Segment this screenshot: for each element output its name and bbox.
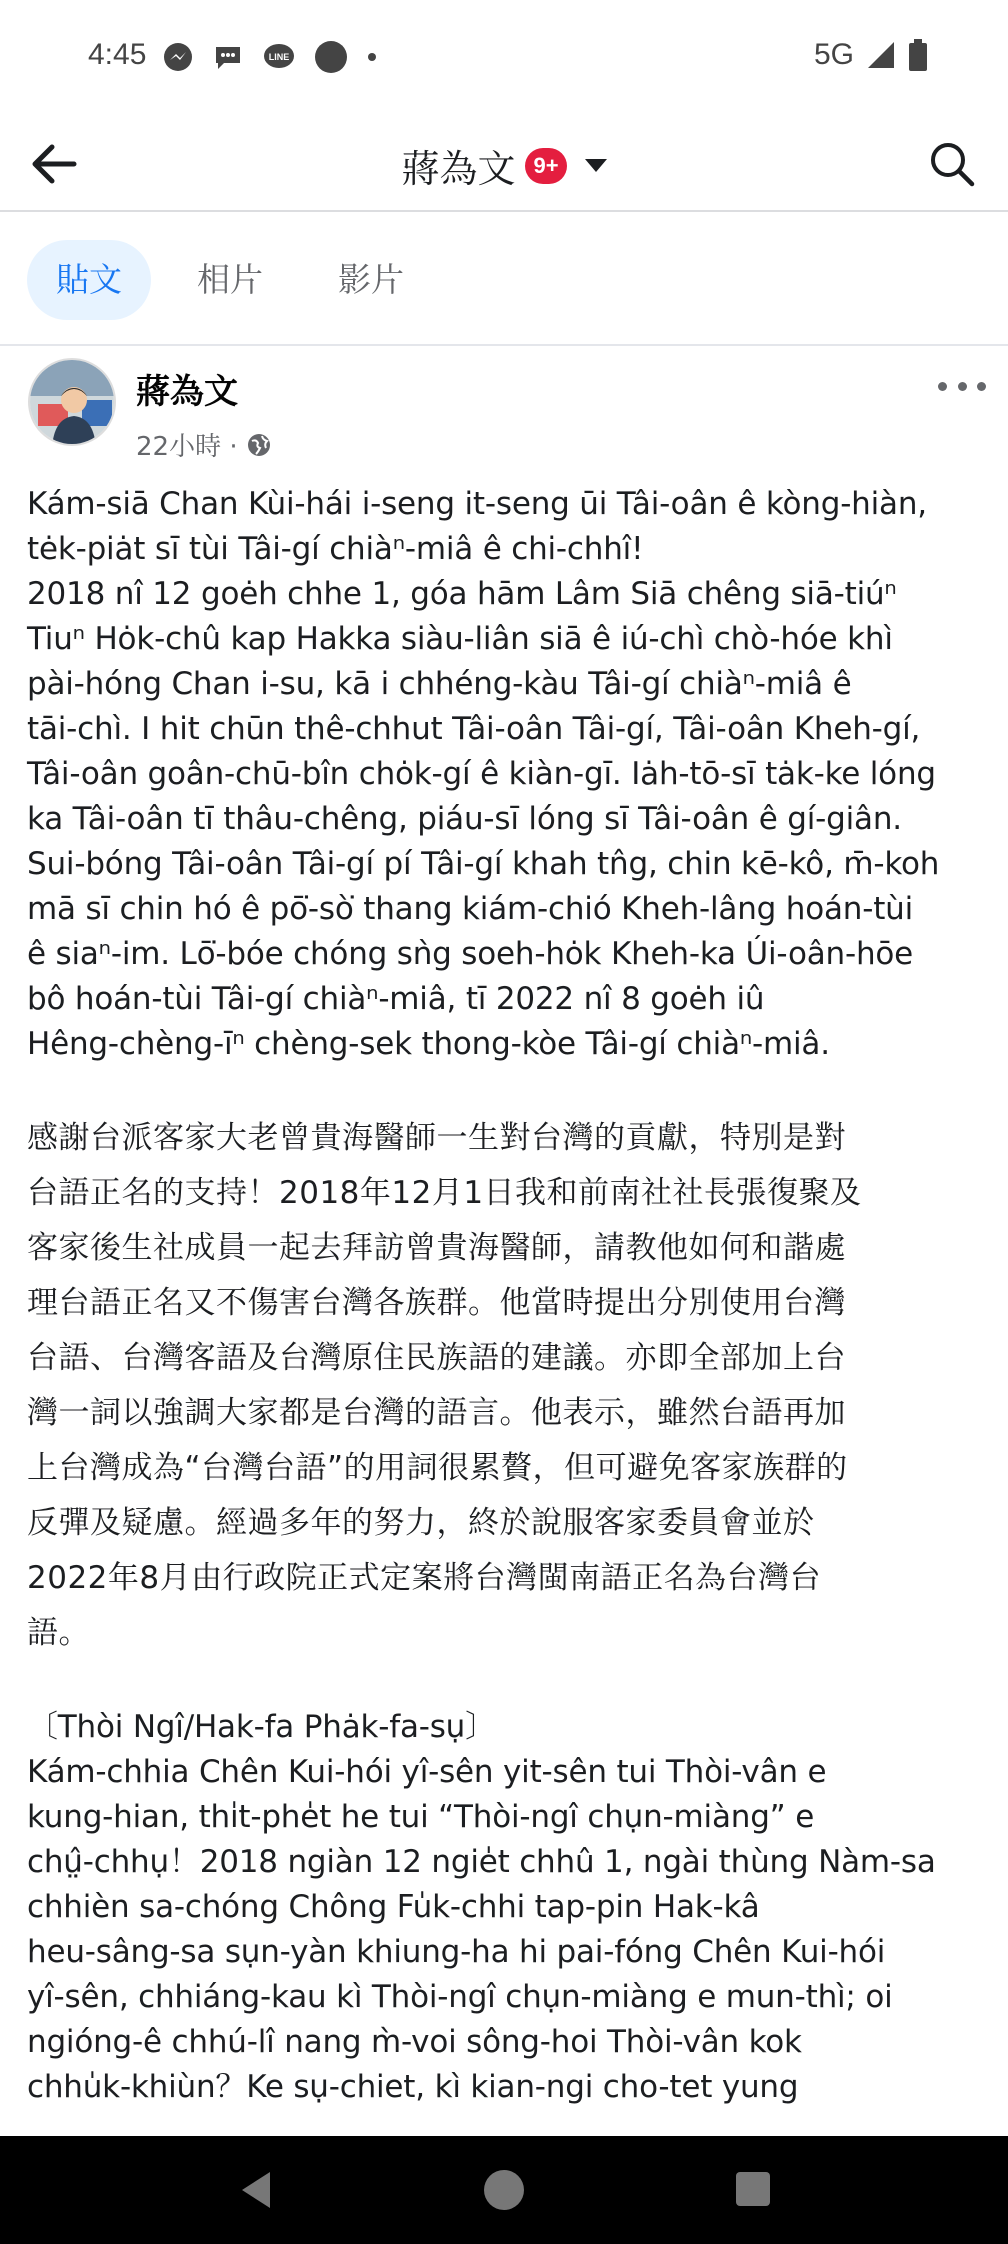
chat-icon	[212, 41, 244, 73]
post-paragraph-hakka: 〔Thòi Ngî/Hak-fa Phȧk-fa-sụ〕 Kám-chhia Chên Kui-hói yî-sên yit-sên tui Thòi-vân e kung-hian, thi̍t-phe̍t he tui “Thòi-ngî chụn-miàng” e chṳ̂-chhụ！2018 ngiàn 12 ngie̍t chhû 1, ngài thùng Nàm-sa chhièn sa-chóng Chông Fu̍k-chhi tap-pin Hak-kâ heu-sâng-sa sụn-yàn khiung-ha hi pai-fóng Chên Kui-hói yî-sên, chhiáng-kau kì Thòi-ngî chụn-miàng e mun-thì; oi ngióng-ê chhú-lî nang m̀-voi sông-hoi Thòi-vân kok chhu̍k-khiùn？Ke sụ-chiet, kì kian-ngi cho-tet yung	[27, 1709, 936, 2105]
post-paragraph-taigi: Kám-siā Chan Kùi-hái i-seng it-seng ūi Tâi-oân ê kòng-hiàn, tėk-piȧt sī tùi Tâi-gí chiàⁿ-miâ ê chi-chhî! 2018 nî 12 goėh chhe 1, góa hām Lâm Siā chêng siā-tiúⁿ Tiuⁿ Hȯk-chû kap Hakka siàu-liân siā ê iú-chì chò-hóe khì pài-hóng Chan i-su, kā i chhéng-kàu Tâi-gí chiàⁿ-miâ ê tāi-chì. I hit chūn thê-chhut Tâi-oân Tâi-gí, Tâi-oân Kheh-gí, Tâi-oân goân-chū-bîn chȯk-gí ê kiàn-gī. Iȧh-tō-sī tȧk-ke lóng ka Tâi-oân tī thâu-chêng, piáu-sī lóng sī Tâi-oân ê gí-giân. Sui-bóng Tâi-oân Tâi-gí pí Tâi-gí khah tn̂g, chin kē-kô, m̄-koh mā sī chin hó ê pō͘-sò͘ thang kiám-chió Kheh-lâng hoán-tùi ê siaⁿ-im. Lō͘-bóe chóng sǹg soeh-hȯk Kheh-ka Úi-oân-hōe bô hoán-tùi Tâi-gí chiàⁿ-miâ, tī 2022 nî 8 goėh iû Hêng-chèng-īⁿ chèng-sek thong-kòe Tâi-gí chiàⁿ-miâ.	[27, 486, 940, 1062]
tab-bar	[0, 212, 1008, 346]
notification-icons	[162, 40, 378, 74]
post-time[interactable]: 22小時 ·	[136, 432, 238, 462]
tab-videos[interactable]: 影片	[338, 260, 404, 299]
status-time: 4:45	[88, 38, 147, 71]
tab-posts[interactable]: 貼文	[27, 240, 151, 320]
line-icon	[262, 41, 296, 73]
network-label: 5G	[813, 38, 854, 71]
tab-photos[interactable]: 相片	[197, 260, 263, 299]
nav-recent-icon[interactable]	[736, 2172, 770, 2206]
search-button[interactable]	[926, 138, 978, 190]
nav-home-icon[interactable]	[484, 2170, 524, 2210]
status-bar	[0, 0, 1008, 116]
more-dot	[977, 382, 986, 391]
nav-back-icon[interactable]	[238, 2170, 274, 2210]
post-paragraph-chinese: 感謝台派客家大老曾貴海醫師一生對台灣的貢獻，特別是對 台語正名的支持！2018年12月1日我和前南社社長張復聚及 客家後生社成員一起去拜訪曾貴海醫師，請教他如何和諧處 理台語正名又不傷害台灣各族群。他當時提出分別使用台灣 台語、台灣客語及台灣原住民族語的建議。亦即全部加上台 灣一詞以強調大家都是台灣的語言。他表示，雖然台語再加 上台灣成為“台灣台語”的用詞很累贅，但可避免客家族群的 反彈及疑慮。經過多年的努力，終於說服客家委員會並於 2022年8月由行政院正式定案將台灣閩南語正名為台灣台 語。	[27, 1120, 862, 1651]
avatar[interactable]	[28, 358, 116, 446]
avatar-image	[30, 360, 116, 446]
app-header	[0, 116, 1008, 212]
signal-icon	[866, 40, 896, 70]
post-header	[0, 348, 1008, 462]
page-switcher[interactable]	[0, 138, 1008, 193]
more-options-button[interactable]	[938, 374, 986, 398]
more-dot	[958, 382, 967, 391]
post-meta	[136, 426, 272, 463]
more-dots-icon	[938, 382, 947, 391]
circle-icon	[314, 40, 348, 74]
battery-icon	[908, 39, 928, 71]
post-author[interactable]: 蔣為文	[136, 372, 238, 412]
messenger-icon	[162, 41, 194, 73]
globe-icon	[246, 432, 272, 458]
svg-text:LINE: LINE	[268, 52, 290, 62]
dot-icon	[366, 51, 378, 63]
search-icon	[926, 138, 978, 190]
page-title: 蔣為文	[401, 147, 516, 191]
status-right	[814, 38, 928, 72]
notification-badge: 9+	[525, 148, 566, 184]
post-body	[27, 482, 991, 2110]
caret-down-icon	[585, 159, 607, 172]
system-nav-bar	[0, 2136, 1008, 2244]
